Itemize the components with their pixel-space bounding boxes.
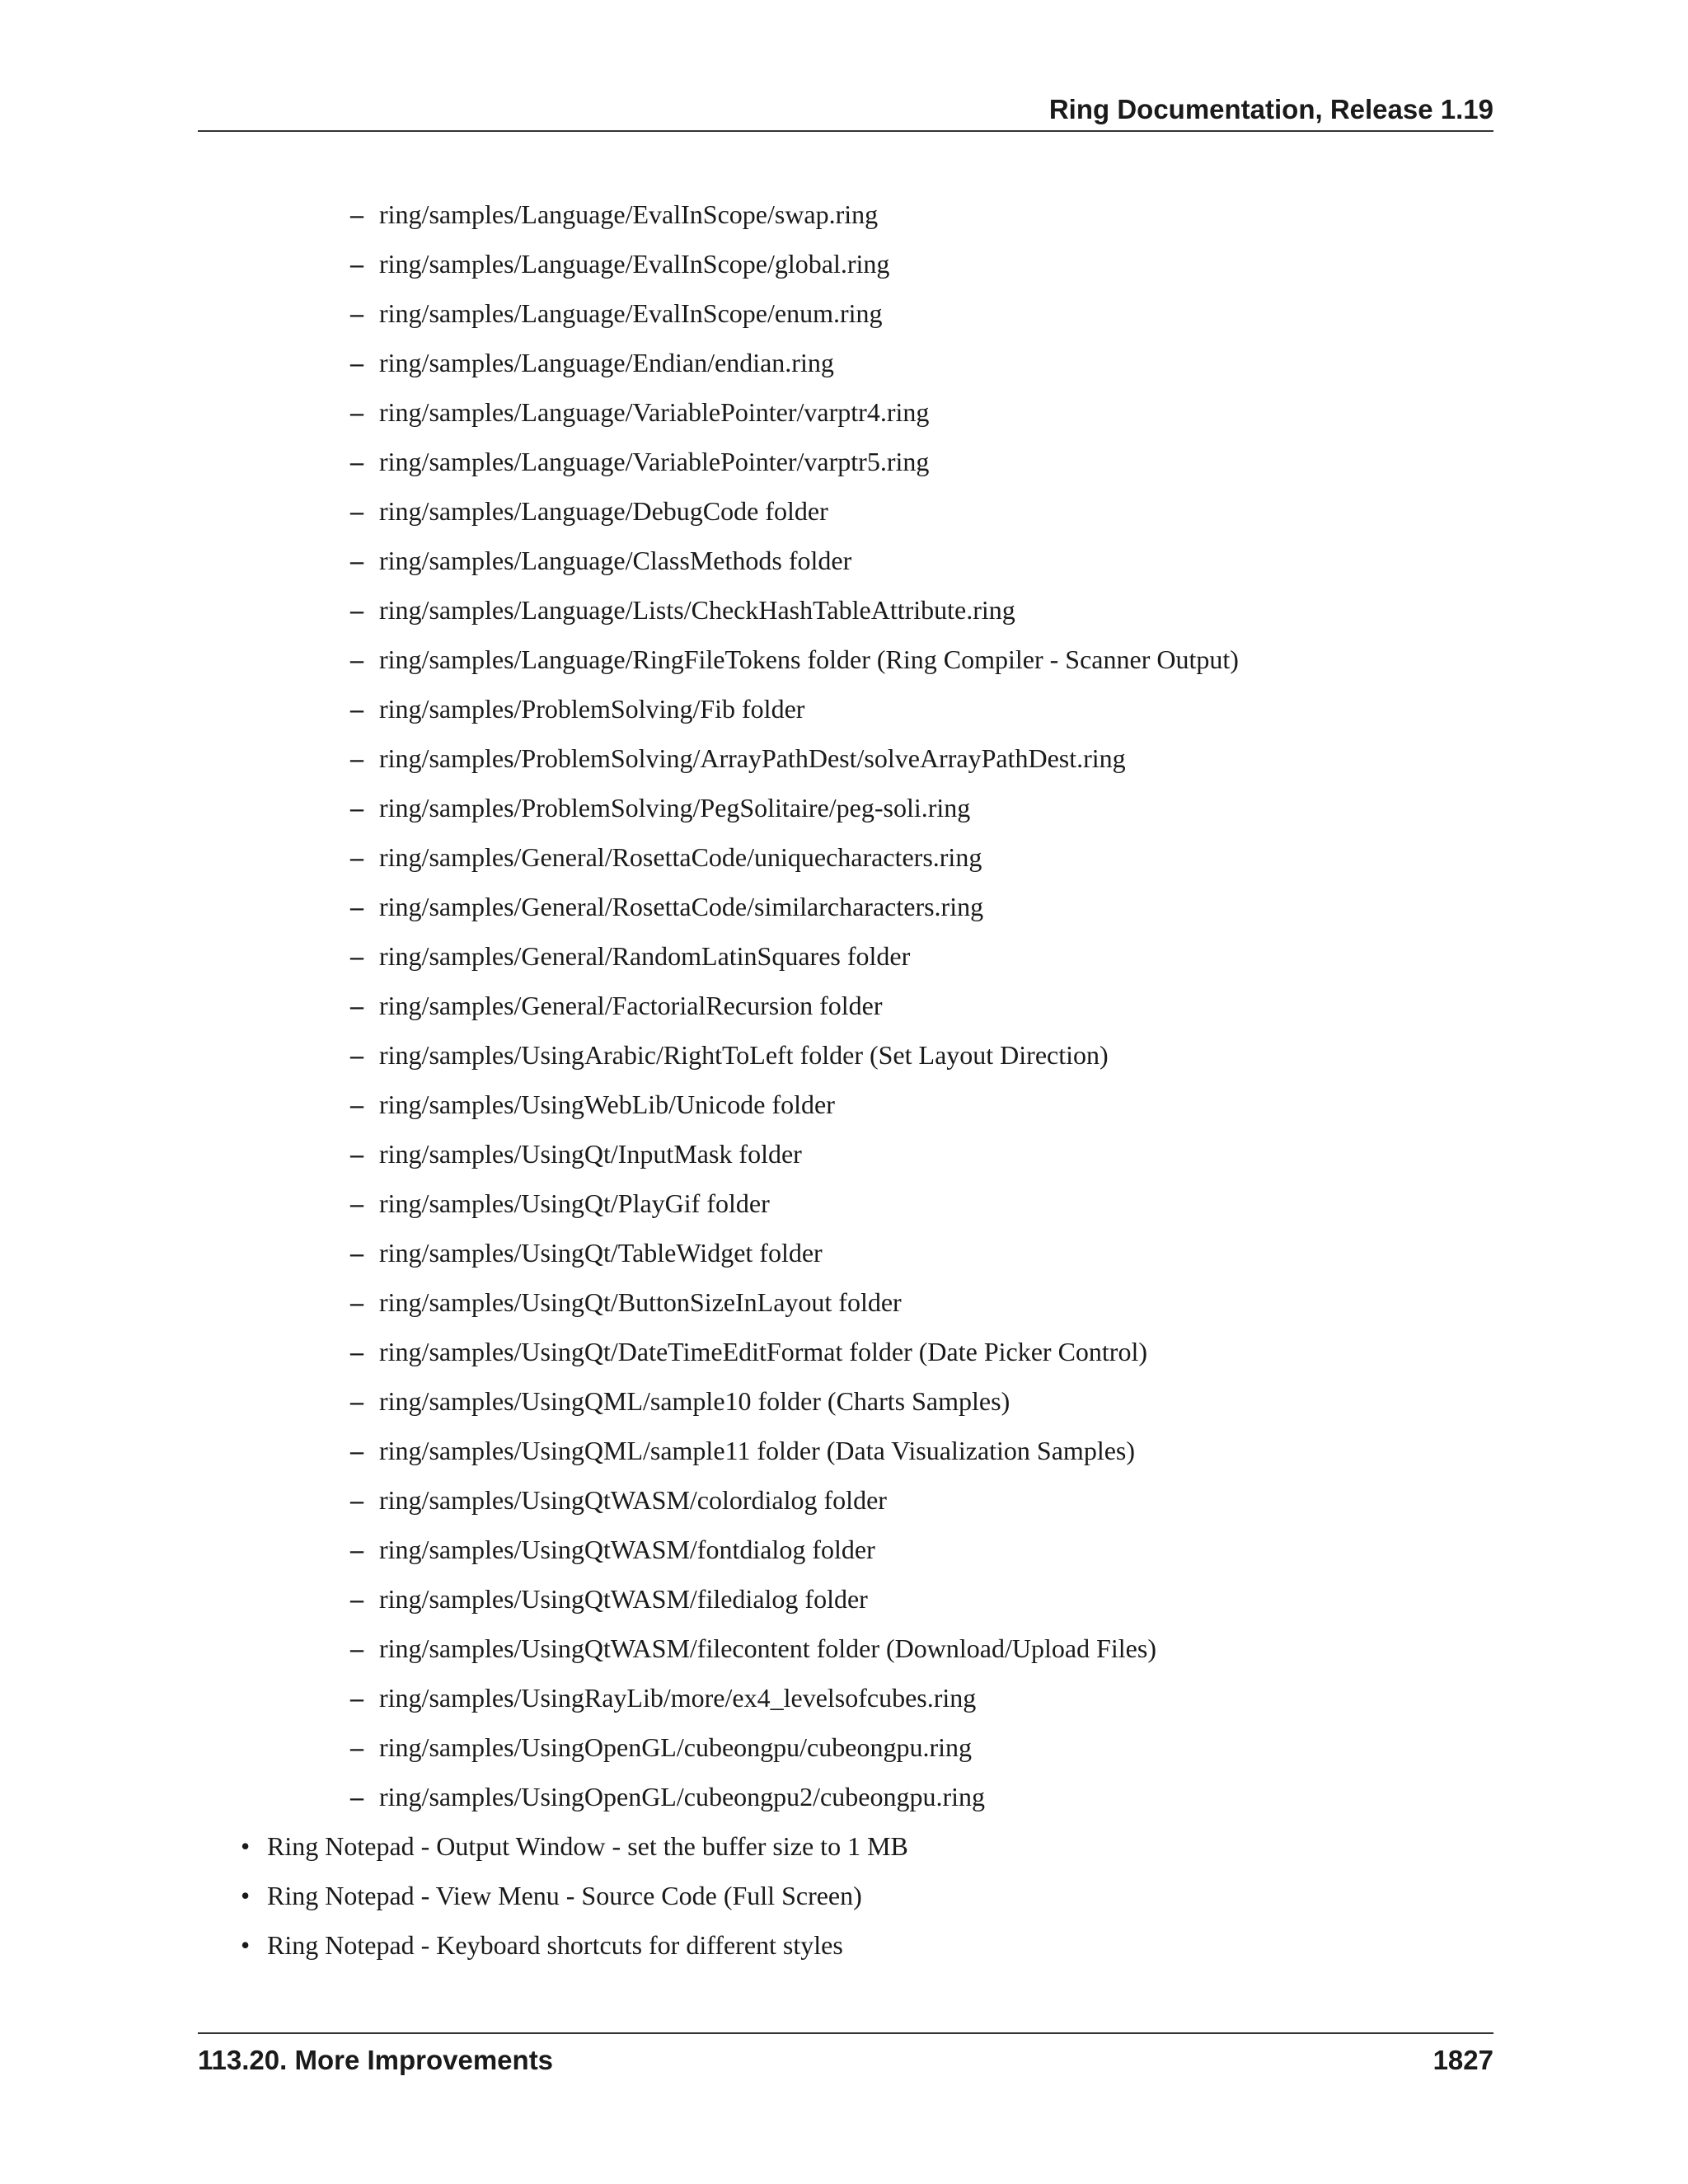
dash-marker: – xyxy=(350,941,363,971)
dash-marker: – xyxy=(350,496,363,526)
dash-marker: – xyxy=(350,1188,363,1218)
dash-marker: – xyxy=(350,743,363,773)
bullet-marker: • xyxy=(241,1831,251,1861)
list-item xyxy=(198,733,1493,783)
list-item-text: ring/samples/Language/ClassMethods folder xyxy=(379,546,852,575)
dash-marker: – xyxy=(350,1782,363,1811)
list-item-text: ring/samples/UsingOpenGL/cubeongpu2/cubeongpu.ring xyxy=(379,1782,985,1811)
list-item xyxy=(198,931,1493,981)
list-item xyxy=(198,832,1493,882)
list-item xyxy=(198,387,1493,437)
list-item xyxy=(198,684,1493,733)
list-item-text: ring/samples/Language/DebugCode folder xyxy=(379,496,828,526)
list-item xyxy=(198,1525,1493,1574)
bullet-item-text: Ring Notepad - Output Window - set the buffer size to 1 MB xyxy=(267,1831,908,1861)
dash-marker: – xyxy=(350,1732,363,1762)
list-item xyxy=(198,1673,1493,1722)
dash-marker: – xyxy=(350,1436,363,1465)
list-item xyxy=(198,585,1493,635)
list-item-text: ring/samples/UsingQML/sample11 folder (Data Visualization Samples) xyxy=(379,1436,1136,1465)
list-item xyxy=(198,1624,1493,1673)
dash-marker: – xyxy=(350,1683,363,1713)
list-item-text: ring/samples/General/RosettaCode/similarcharacters.ring xyxy=(379,892,984,921)
list-item-text: ring/samples/UsingQtWASM/colordialog folder xyxy=(379,1485,887,1515)
dash-marker: – xyxy=(350,348,363,377)
list-item xyxy=(198,1722,1493,1772)
dash-marker: – xyxy=(350,298,363,328)
list-item xyxy=(198,1475,1493,1525)
list-item-text: ring/samples/Language/Lists/CheckHashTableAttribute.ring xyxy=(379,595,1015,625)
bullet-item xyxy=(198,1821,1493,1871)
dash-marker: – xyxy=(350,892,363,921)
list-item-text: ring/samples/ProblemSolving/ArrayPathDest/solveArrayPathDest.ring xyxy=(379,743,1126,773)
list-item-text: ring/samples/UsingQt/ButtonSizeInLayout folder xyxy=(379,1287,902,1317)
dash-marker: – xyxy=(350,199,363,229)
bullet-marker: • xyxy=(241,1881,251,1910)
list-item-text: ring/samples/UsingQt/DateTimeEditFormat folder (Date Picker Control) xyxy=(379,1337,1147,1366)
list-item xyxy=(198,783,1493,832)
list-item-text: ring/samples/UsingQt/PlayGif folder xyxy=(379,1188,770,1218)
list-item xyxy=(198,190,1493,239)
list-item-text: ring/samples/UsingQt/TableWidget folder xyxy=(379,1238,823,1268)
bullet-item-text: Ring Notepad - Keyboard shortcuts for different styles xyxy=(267,1930,843,1960)
list-item xyxy=(198,1030,1493,1080)
list-item-text: ring/samples/Language/EvalInScope/enum.ring xyxy=(379,298,883,328)
list-item-text: ring/samples/ProblemSolving/PegSolitaire/peg-soli.ring xyxy=(379,793,971,823)
list-item-text: ring/samples/Language/VariablePointer/varptr5.ring xyxy=(379,447,930,476)
list-item xyxy=(198,338,1493,387)
list-item xyxy=(198,536,1493,585)
bullet-item-text: Ring Notepad - View Menu - Source Code (Full Screen) xyxy=(267,1881,862,1910)
list-item xyxy=(198,486,1493,536)
footer-page-number: 1827 xyxy=(1432,2045,1493,2075)
list-item-text: ring/samples/Language/EvalInScope/global.ring xyxy=(379,249,890,279)
list-item-text: ring/samples/Language/VariablePointer/varptr4.ring xyxy=(379,397,930,427)
list-item xyxy=(198,288,1493,338)
dash-marker: – xyxy=(350,1337,363,1366)
list-item-text: ring/samples/Language/EvalInScope/swap.ring xyxy=(379,199,879,229)
list-item-text: ring/samples/UsingArabic/RightToLeft folder (Set Layout Direction) xyxy=(379,1040,1109,1070)
list-item xyxy=(198,635,1493,684)
list-item xyxy=(198,1129,1493,1179)
list-item xyxy=(198,1426,1493,1475)
dash-marker: – xyxy=(350,1485,363,1515)
bullet-item xyxy=(198,1920,1493,1970)
list-item xyxy=(198,1376,1493,1426)
list-item-text: ring/samples/UsingQt/InputMask folder xyxy=(379,1139,802,1169)
dash-marker: – xyxy=(350,595,363,625)
list-item-text: ring/samples/UsingQML/sample10 folder (Charts Samples) xyxy=(379,1386,1010,1416)
list-item xyxy=(198,1277,1493,1327)
page-header xyxy=(198,89,1493,132)
dash-marker: – xyxy=(350,397,363,427)
bullet-item xyxy=(198,1871,1493,1920)
bullet-marker: • xyxy=(241,1930,251,1960)
list-item xyxy=(198,1327,1493,1376)
dash-marker: – xyxy=(350,1040,363,1070)
list-item xyxy=(198,1080,1493,1129)
list-item-text: ring/samples/Language/Endian/endian.ring xyxy=(379,348,834,377)
sample-file-list xyxy=(198,190,1493,1821)
list-item-text: ring/samples/UsingQtWASM/filedialog folder xyxy=(379,1584,868,1614)
list-item xyxy=(198,1772,1493,1821)
list-item xyxy=(198,1179,1493,1228)
list-item-text: ring/samples/UsingOpenGL/cubeongpu/cubeongpu.ring xyxy=(379,1732,972,1762)
dash-marker: – xyxy=(350,793,363,823)
list-item xyxy=(198,239,1493,288)
dash-marker: – xyxy=(350,1287,363,1317)
dash-marker: – xyxy=(350,842,363,872)
dash-marker: – xyxy=(350,447,363,476)
list-item-text: ring/samples/UsingQtWASM/filecontent folder (Download/Upload Files) xyxy=(379,1633,1156,1663)
dash-marker: – xyxy=(350,694,363,724)
list-item-text: ring/samples/General/RosettaCode/uniquecharacters.ring xyxy=(379,842,982,872)
improvement-bullet-list xyxy=(198,1821,1493,1970)
dash-marker: – xyxy=(350,1386,363,1416)
list-item-text: ring/samples/ProblemSolving/Fib folder xyxy=(379,694,805,724)
dash-marker: – xyxy=(350,1139,363,1169)
list-item xyxy=(198,882,1493,931)
list-item-text: ring/samples/General/RandomLatinSquares folder xyxy=(379,941,911,971)
list-item xyxy=(198,981,1493,1030)
dash-marker: – xyxy=(350,1090,363,1119)
list-item-text: ring/samples/UsingWebLib/Unicode folder xyxy=(379,1090,835,1119)
dash-marker: – xyxy=(350,644,363,674)
page-content xyxy=(198,190,1493,1970)
list-item xyxy=(198,437,1493,486)
document-title: Ring Documentation, Release 1.19 xyxy=(1048,94,1493,124)
page-footer xyxy=(198,2032,1493,2080)
dash-marker: – xyxy=(350,1238,363,1268)
dash-marker: – xyxy=(350,1584,363,1614)
list-item-text: ring/samples/UsingQtWASM/fontdialog folder xyxy=(379,1535,875,1564)
dash-marker: – xyxy=(350,1633,363,1663)
dash-marker: – xyxy=(350,1535,363,1564)
dash-marker: – xyxy=(350,249,363,279)
footer-section-title: 113.20. More Improvements xyxy=(198,2045,554,2075)
list-item xyxy=(198,1574,1493,1624)
list-item-text: ring/samples/UsingRayLib/more/ex4_levelsofcubes.ring xyxy=(379,1683,977,1713)
list-item-text: ring/samples/Language/RingFileTokens folder (Ring Compiler - Scanner Output) xyxy=(379,644,1239,674)
list-item-text: ring/samples/General/FactorialRecursion folder xyxy=(379,991,883,1020)
dash-marker: – xyxy=(350,991,363,1020)
dash-marker: – xyxy=(350,546,363,575)
list-item xyxy=(198,1228,1493,1277)
